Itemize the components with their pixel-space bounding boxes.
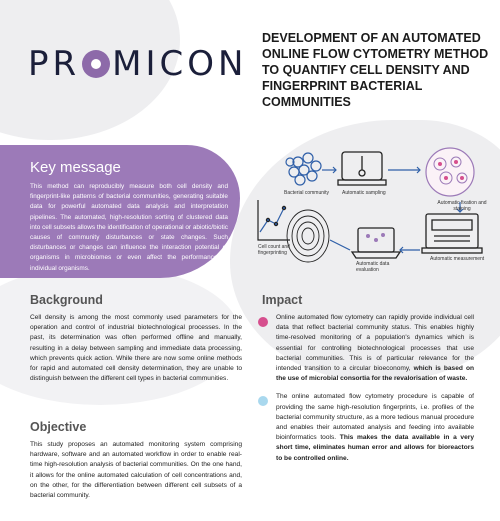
impact-bullet: [262, 392, 474, 463]
key-message-heading: Key message: [30, 159, 121, 176]
impact-bullet-text: Online automated flow cytometry can rapidly provide individual cell data that reflect bacterial community status. This enables highly time-resolved monitoring of a population's dynamics which is essential for controlling biotechnological processes that use bacterial communities. This is of particular relevance for the intended transition to a circular bioeconomy,: [276, 314, 474, 373]
sampler-icon: [338, 152, 386, 185]
logo-o-icon: [82, 50, 110, 78]
laptop-icon: [352, 228, 400, 258]
background-section: [30, 293, 242, 384]
pink-bullet-icon: [258, 317, 268, 327]
workflow-diagram: [250, 140, 500, 280]
key-message-box: [0, 145, 240, 278]
diagram-label-fixation: Automatic fixation and staining: [437, 200, 487, 212]
blue-bullet-icon: [258, 396, 268, 406]
impact-bullet: [262, 313, 474, 384]
diagram-label-sampling: Automatic sampling: [342, 190, 386, 196]
objective-section: [30, 420, 242, 501]
impact-bullet-bold: which is based on the use of microbial consortia for the revalorisation of waste.: [276, 365, 474, 383]
page-title: DEVELOPMENT OF AN AUTOMATED ONLINE FLOW CYTOMETRY METHOD TO QUANTIFY CELL DENSITY AND FINGERPRINT BACTERIAL COMMUNITIES: [262, 31, 489, 109]
diagram-label-cell-count: Cell count and fingerprinting: [258, 244, 290, 256]
impact-bullet-text: The online automated flow cytometry procedure is capable of providing the same high-resolution fingerprints, i.e. profiles of the bacterial community structure, as a more tedious manual procedure and enables their automated analysis and feeding into available bioinformatics tools.: [276, 393, 474, 442]
stained-cells-icon: [426, 148, 474, 196]
background-heading: Background: [30, 293, 103, 307]
bacteria-icon: [286, 153, 321, 185]
impact-section: [262, 293, 474, 464]
promicon-logo: PR MICON: [28, 44, 248, 84]
cell-count-chart-icon: [258, 200, 290, 240]
objective-heading: Objective: [30, 420, 87, 434]
diagram-label-bacterial-community: Bacterial community: [284, 190, 330, 196]
impact-heading: Impact: [262, 293, 303, 307]
impact-bullet-bold: This makes the data available in a very short time, eliminates human error and allows for bioreactors to be controlled online.: [276, 434, 475, 462]
flow-cytometer-icon: [422, 214, 482, 253]
diagram-label-measurement: Automatic measurement: [430, 256, 485, 262]
objective-text: This study proposes an automated monitoring system comprising hardware, software and an automated workflow in order to enable real-time high-resolution analysis of bacterial communities. On the one hand, it allows for the online automated calculation of cell concentrations and, on the other, for the differentiation between different cell subsets of a bacterial community.: [30, 441, 242, 500]
background-text: Cell density is among the most commonly used parameters for the operation and control of industrial biotechnological processes. In the past, its determination was often performed offline and manually, resulting in a delay between sampling and immediate data processing, which prevents quick action. While there are now some online methods for rapid and automated cell density determination, they are unable to distinguish between the different cell types in bacterial communities.: [30, 314, 242, 383]
diagram-label-data-evaluation: Automatic data evaluation: [356, 261, 390, 273]
key-message-text: This method can reproducibly measure both cell density and fingerprint-like patterns of bacterial communities, generating suitable data for powerful automated data analysis and interpretation pipelines. The automated, high-resolution sorting of clustered data into cell subsets allows the identification of operational or abiotic/biotic causes of community disturbances or state changes. Such disturbances or changes can influence the interaction potential of organisms in microbiomes or even affect the performance of individual organisms.: [30, 183, 228, 272]
